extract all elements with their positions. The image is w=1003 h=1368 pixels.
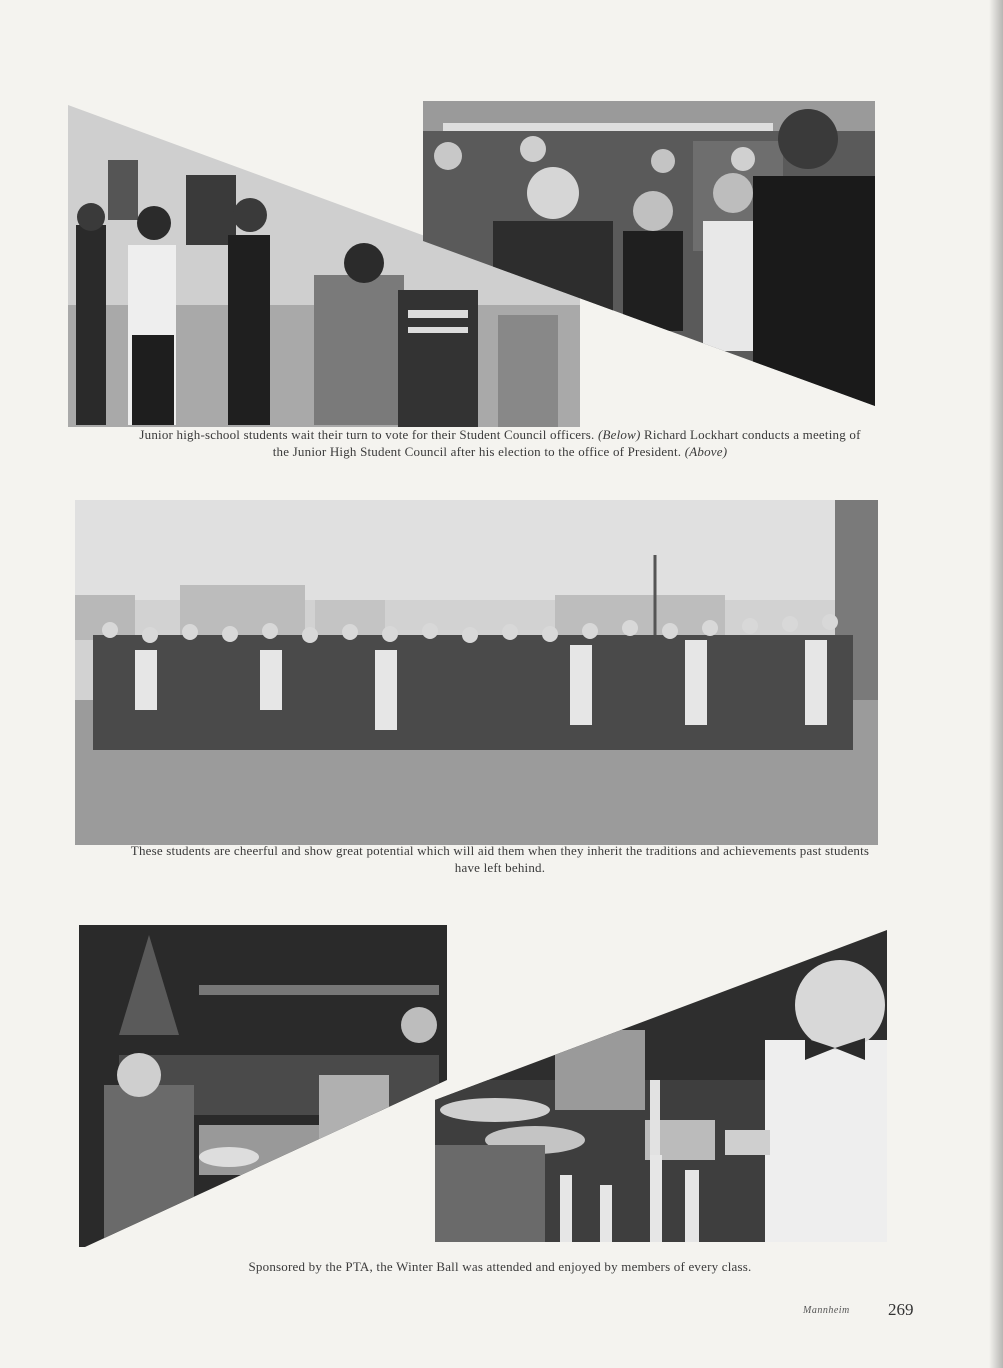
voting-caption-text-2: the Junior High Student Council after his election to the office of President. — [272, 444, 682, 459]
winter-ball-buffet-photo — [435, 930, 887, 1242]
voting-caption — [60, 426, 940, 460]
page-edge-shadow — [989, 0, 1003, 1368]
group-caption-text-1: These students are cheerful and show great potential which will aid them when they inherit the traditions and achievements past students — [130, 843, 870, 858]
group-caption — [60, 842, 940, 876]
voting-caption-text-1: Junior high-school students wait their turn to vote for their Student Council officers. — [139, 427, 595, 442]
page-number: 269 — [888, 1300, 914, 1319]
student-group-photo — [75, 500, 878, 845]
winter-ball-table-photo — [79, 925, 447, 1247]
voting-caption-above-ref: (Above) — [684, 444, 728, 459]
ball-caption-text: Sponsored by the PTA, the Winter Ball was attended and enjoyed by members of every class. — [248, 1259, 752, 1274]
voting-caption-below-ref: (Below) — [597, 427, 641, 442]
voting-caption-text-1b: Richard Lockhart conducts a meeting of — [643, 427, 861, 442]
group-caption-text-2: have left behind. — [454, 860, 546, 875]
footer-place-name: Mannheim — [803, 1305, 850, 1316]
ball-caption — [60, 1258, 940, 1275]
council-meeting-photo — [423, 101, 875, 406]
